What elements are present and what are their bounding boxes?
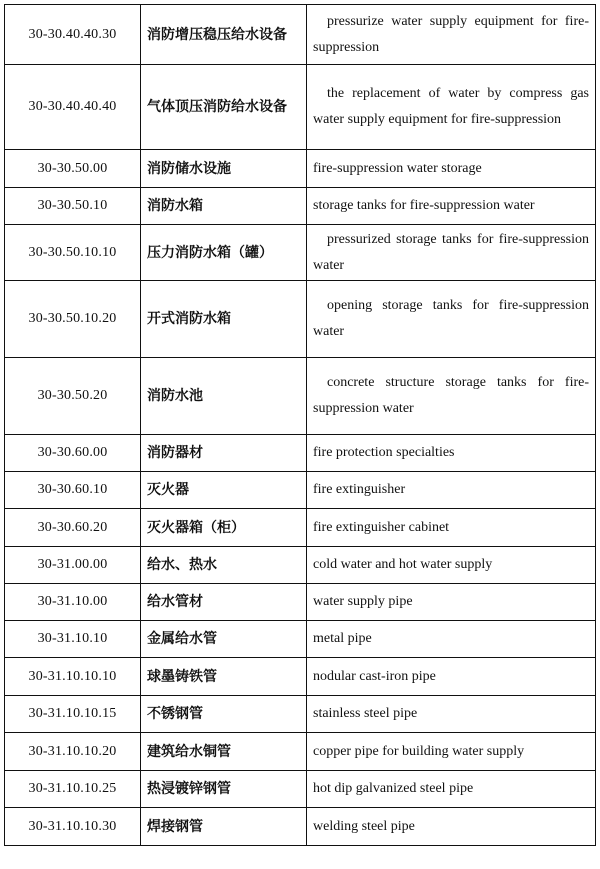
table-row [5,547,596,584]
term-code: 30-30.50.00 [5,150,141,188]
term-english: storage tanks for fire-suppression water [307,188,596,225]
term-chinese: 消防水池 [141,358,307,435]
table-row [5,188,596,225]
table-row [5,472,596,509]
term-chinese: 开式消防水箱 [141,281,307,358]
term-code: 30-31.10.00 [5,584,141,621]
table-row [5,150,596,188]
term-english: fire extinguisher [307,472,596,509]
term-english: pressurize water supply equipment for fire-suppression [307,5,596,65]
table-row [5,509,596,547]
term-chinese: 消防增压稳压给水设备 [141,5,307,65]
table-row [5,584,596,621]
term-chinese: 消防水箱 [141,188,307,225]
table-row [5,658,596,696]
table-row [5,225,596,281]
term-code: 30-30.60.00 [5,435,141,472]
term-chinese: 气体顶压消防给水设备 [141,65,307,150]
table-row [5,621,596,658]
term-english: the replacement of water by compress gas water supply equipment for fire-suppression [307,65,596,150]
term-english: nodular cast-iron pipe [307,658,596,696]
term-english: cold water and hot water supply [307,547,596,584]
term-chinese: 消防器材 [141,435,307,472]
terminology-table [4,4,596,846]
table-row [5,771,596,808]
terminology-table-page [4,4,596,846]
term-code: 30-30.40.40.30 [5,5,141,65]
term-chinese: 金属给水管 [141,621,307,658]
table-row [5,435,596,472]
table-row [5,281,596,358]
term-english: copper pipe for building water supply [307,733,596,771]
term-code: 30-30.40.40.40 [5,65,141,150]
table-row [5,733,596,771]
table-row [5,696,596,733]
term-english: water supply pipe [307,584,596,621]
term-code: 30-30.50.10.10 [5,225,141,281]
term-english: hot dip galvanized steel pipe [307,771,596,808]
term-code: 30-31.10.10 [5,621,141,658]
term-english: pressurized storage tanks for fire-suppression water [307,225,596,281]
term-code: 30-31.00.00 [5,547,141,584]
term-code: 30-30.50.10 [5,188,141,225]
term-english: fire extinguisher cabinet [307,509,596,547]
term-chinese: 压力消防水箱（罐） [141,225,307,281]
term-english: welding steel pipe [307,808,596,846]
term-chinese: 消防储水设施 [141,150,307,188]
term-chinese: 球墨铸铁管 [141,658,307,696]
term-chinese: 给水、热水 [141,547,307,584]
term-code: 30-30.50.20 [5,358,141,435]
term-code: 30-31.10.10.25 [5,771,141,808]
term-english: metal pipe [307,621,596,658]
term-code: 30-31.10.10.15 [5,696,141,733]
term-english: opening storage tanks for fire-suppression water [307,281,596,358]
term-chinese: 建筑给水铜管 [141,733,307,771]
table-row [5,5,596,65]
term-code: 30-31.10.10.10 [5,658,141,696]
term-code: 30-31.10.10.30 [5,808,141,846]
term-english: stainless steel pipe [307,696,596,733]
term-chinese: 热浸镀锌钢管 [141,771,307,808]
table-row [5,358,596,435]
term-english: fire-suppression water storage [307,150,596,188]
term-code: 30-31.10.10.20 [5,733,141,771]
term-chinese: 给水管材 [141,584,307,621]
term-code: 30-30.50.10.20 [5,281,141,358]
term-chinese: 不锈钢管 [141,696,307,733]
table-row [5,65,596,150]
term-code: 30-30.60.20 [5,509,141,547]
term-chinese: 焊接钢管 [141,808,307,846]
term-chinese: 灭火器 [141,472,307,509]
term-english: fire protection specialties [307,435,596,472]
term-english: concrete structure storage tanks for fire-suppression water [307,358,596,435]
table-row [5,808,596,846]
term-chinese: 灭火器箱（柜） [141,509,307,547]
term-code: 30-30.60.10 [5,472,141,509]
